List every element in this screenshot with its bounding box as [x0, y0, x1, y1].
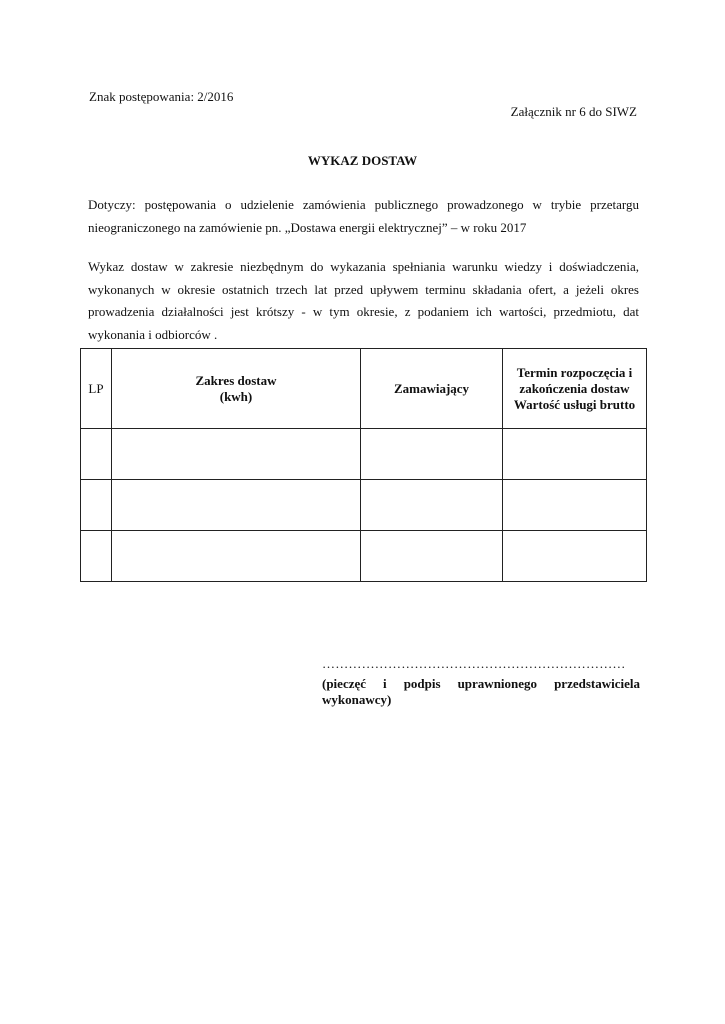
cell-scope[interactable]: [112, 429, 361, 480]
header-scope-line2: (kwh): [219, 388, 253, 404]
cell-customer[interactable]: [361, 429, 503, 480]
cell-lp[interactable]: [81, 429, 112, 480]
annex-label: Załącznik nr 6 do SIWZ: [510, 104, 637, 119]
signature-caption: (pieczęć i podpis uprawnionego przedstawiciela wykonawcy): [322, 676, 640, 707]
header-scope: [112, 349, 361, 429]
header-term-line1: Termin rozpoczęcia i: [516, 364, 633, 380]
header-term-line2: zakończenia dostaw: [519, 380, 630, 396]
header-lp: LP: [81, 349, 112, 429]
description-paragraph: Wykaz dostaw w zakresie niezbędnym do wykazania spełniania warunku wiedzy i doświadczenia, wykonanych w okresie ostatnich trzech lat przed upływem terminu składania ofert, a jeżeli okres prowadzenia działalności jest krótszy - w tym okresie, z podaniem ich wartości, przedmiotu, dat wykonania i odbiorców .: [88, 259, 639, 342]
cell-lp[interactable]: [81, 480, 112, 531]
cell-customer[interactable]: [361, 480, 503, 531]
signature-line: ……………………………………………………………: [322, 656, 626, 671]
intro-paragraph: Dotyczy: postępowania o udzielenie zamówienia publicznego prowadzonego w trybie przetargu nieograniczonego na zamówienie pn. „Dostawa energii elektrycznej” – w roku 2017: [88, 197, 639, 235]
header-customer: Zamawiający: [361, 349, 503, 429]
table-row: [81, 531, 647, 582]
cell-scope[interactable]: [112, 531, 361, 582]
cell-customer[interactable]: [361, 531, 503, 582]
reference-number: Znak postępowania: 2/2016: [89, 89, 234, 104]
cell-term[interactable]: [503, 429, 647, 480]
header-term: [503, 349, 647, 429]
document-title: WYKAZ DOSTAW: [307, 153, 418, 168]
header-term-line3: Wartość usługi brutto: [513, 396, 636, 412]
cell-term[interactable]: [503, 480, 647, 531]
cell-term[interactable]: [503, 531, 647, 582]
cell-lp[interactable]: [81, 531, 112, 582]
table-header-row: [81, 349, 647, 429]
table-row: [81, 429, 647, 480]
table-row: [81, 480, 647, 531]
cell-scope[interactable]: [112, 480, 361, 531]
deliveries-table: [80, 348, 647, 582]
header-scope-line1: Zakres dostaw: [195, 372, 277, 388]
